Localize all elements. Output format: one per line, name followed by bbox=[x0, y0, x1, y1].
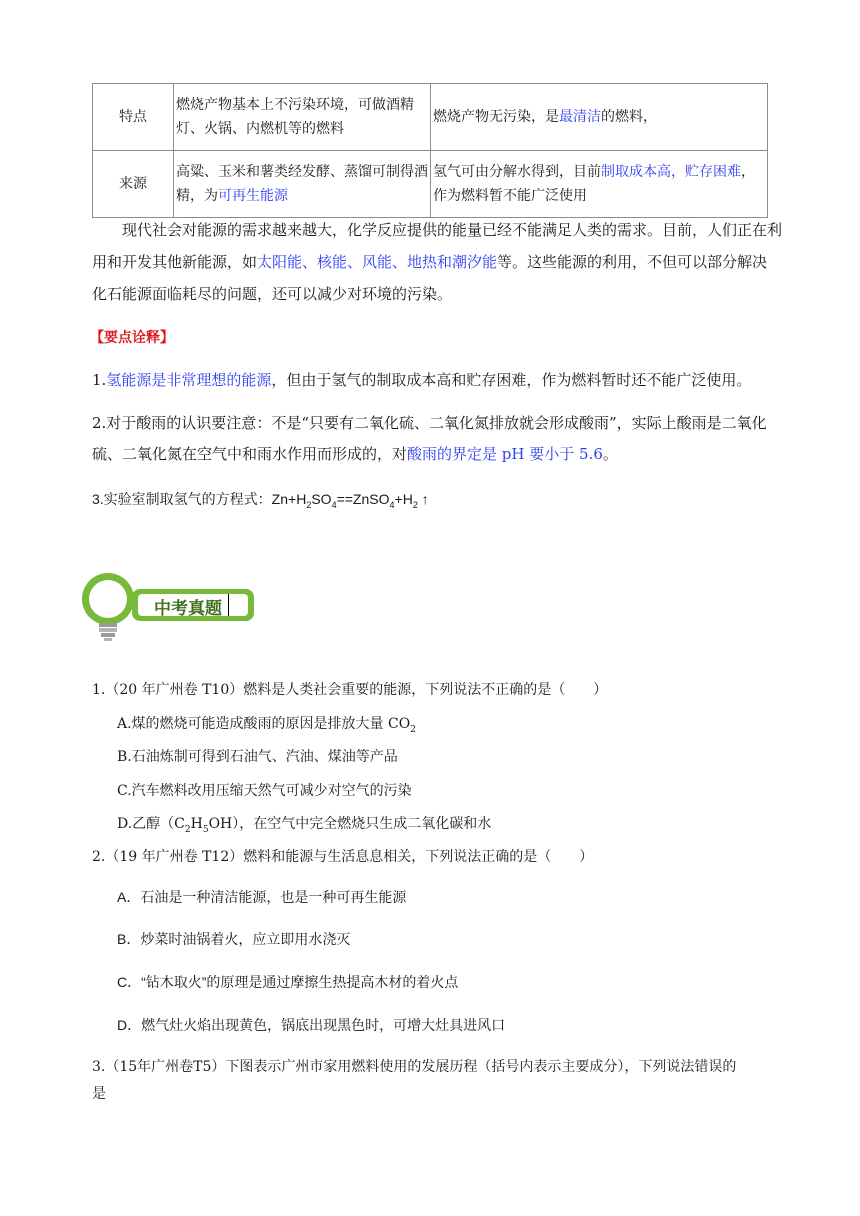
cell-text: 燃烧产物基本上不污染环境，可做酒精灯、火锅、内燃机等的燃料 bbox=[176, 97, 414, 137]
highlight-text: 氢能源是非常理想的能源 bbox=[106, 371, 272, 389]
option-2a: A．石油是一种清洁能源，也是一种可再生能源 bbox=[117, 889, 407, 905]
question-1: 1.（20 年广州卷 T10）燃料是人类社会重要的能源，下列说法不正确的是（ ） bbox=[92, 682, 608, 698]
option-text: D.乙醇（C bbox=[117, 816, 185, 832]
note-text: 硫、二氧化氮在空气中和雨水作用而形成的，对 bbox=[92, 445, 408, 463]
table-cell bbox=[174, 84, 431, 151]
option-2d: D．燃气灶火焰出现黄色，锅底出现黑色时，可增大灶具进风口 bbox=[117, 1017, 506, 1033]
row-header: 来源 bbox=[93, 151, 174, 218]
badge-label: 中考真题 bbox=[154, 599, 222, 619]
row-header: 特点 bbox=[93, 84, 174, 151]
intro-text: 现代社会对能源的需求越来越大，化学反应提供的能量已经不能满足人类的需求。目前，人们正在利用和开发其他新能源，如 bbox=[92, 221, 783, 271]
equation-text: 3.实验室制取氢气的方程式：Zn+H bbox=[92, 491, 307, 507]
cell-text: 燃烧产物无污染，是 bbox=[433, 109, 559, 125]
equation-text: ==ZnSO bbox=[336, 491, 390, 507]
cell-text: ，作为燃料暂不能广泛使用 bbox=[433, 164, 755, 204]
intro-paragraph bbox=[92, 214, 782, 310]
option-text: OH），在空气中完全燃烧只生成二氧化碳和水 bbox=[208, 816, 492, 832]
option-1a bbox=[117, 713, 416, 735]
cell-text: 氢气可由分解水得到，目前 bbox=[433, 164, 601, 180]
subscript: 5 bbox=[202, 824, 209, 835]
intro-text: 等。这些能源的利用，不但可以部分解决化石能源面临耗尽的问题，还可以减少对环境的污染。 bbox=[92, 253, 768, 303]
comparison-table bbox=[92, 83, 768, 218]
highlight-text: 可再生能源 bbox=[218, 188, 288, 204]
note-3 bbox=[92, 489, 429, 510]
table-row bbox=[93, 84, 768, 151]
highlight-text: 最清洁 bbox=[559, 109, 601, 125]
highlight-text: 酸雨的界定是 pH 要小于 5.6 bbox=[407, 445, 603, 463]
question-3-line-1: 3.（15年广州卷T5）下图表示广州市家用燃料使用的发展历程（括号内表示主要成分），下列说法错误的 bbox=[92, 1059, 737, 1075]
highlight-text: 制取成本高，贮存困难 bbox=[601, 164, 741, 180]
option-2b: B．炒菜时油锅着火，应立即用水浇灭 bbox=[117, 931, 351, 947]
note-number: 1. bbox=[92, 371, 107, 389]
subscript: 2 bbox=[306, 499, 312, 510]
subscript: 2 bbox=[410, 724, 416, 735]
arrow-symbol: ↑ bbox=[417, 491, 429, 507]
question-3-line-2: 是 bbox=[92, 1086, 106, 1102]
option-text: H bbox=[190, 816, 203, 832]
table-cell bbox=[431, 84, 768, 151]
subscript: 4 bbox=[389, 499, 395, 510]
table-cell bbox=[431, 151, 768, 218]
option-1d bbox=[117, 813, 491, 835]
note-text: 。 bbox=[602, 445, 618, 463]
note-2-line-2 bbox=[92, 443, 618, 464]
section-badge bbox=[80, 565, 260, 645]
option-1c: C.汽车燃料改用压缩天然气可减少对空气的污染 bbox=[117, 783, 412, 799]
highlight-text: 太阳能、核能、风能、地热和潮汐能 bbox=[257, 253, 498, 271]
table-cell bbox=[174, 151, 431, 218]
text-cursor bbox=[228, 594, 229, 616]
equation-text: SO bbox=[311, 491, 332, 507]
note-1 bbox=[92, 369, 751, 390]
equation-text: +H bbox=[394, 491, 413, 507]
subscript: 2 bbox=[184, 824, 191, 835]
option-2c: C．“钻木取火”的原理是通过摩擦生热提高木材的着火点 bbox=[117, 974, 459, 990]
cell-text: 高粱、玉米和薯类经发酵、蒸馏可制得酒精，为 bbox=[176, 164, 428, 204]
question-2: 2.（19 年广州卷 T12）燃料和能源与生活息息相关，下列说法正确的是（ ） bbox=[92, 849, 594, 865]
option-1b: B.石油炼制可得到石油气、汽油、煤油等产品 bbox=[117, 749, 398, 765]
section-title: 【要点诠释】 bbox=[90, 330, 174, 346]
note-text: ，但由于氢气的制取成本高和贮存困难，作为燃料暂时还不能广泛使用。 bbox=[271, 371, 752, 389]
cell-text: 的燃料， bbox=[601, 109, 657, 125]
table-row bbox=[93, 151, 768, 218]
subscript: 2 bbox=[412, 499, 418, 510]
subscript: 4 bbox=[331, 499, 337, 510]
option-text: A.煤的燃烧可能造成酸雨的原因是排放大量 CO bbox=[117, 716, 411, 732]
note-2-line-1: 2.对于酸雨的认识要注意：不是“只要有二氧化硫、二氧化氮排放就会形成酸雨”，实际上酸雨是二氧化 bbox=[92, 414, 767, 432]
